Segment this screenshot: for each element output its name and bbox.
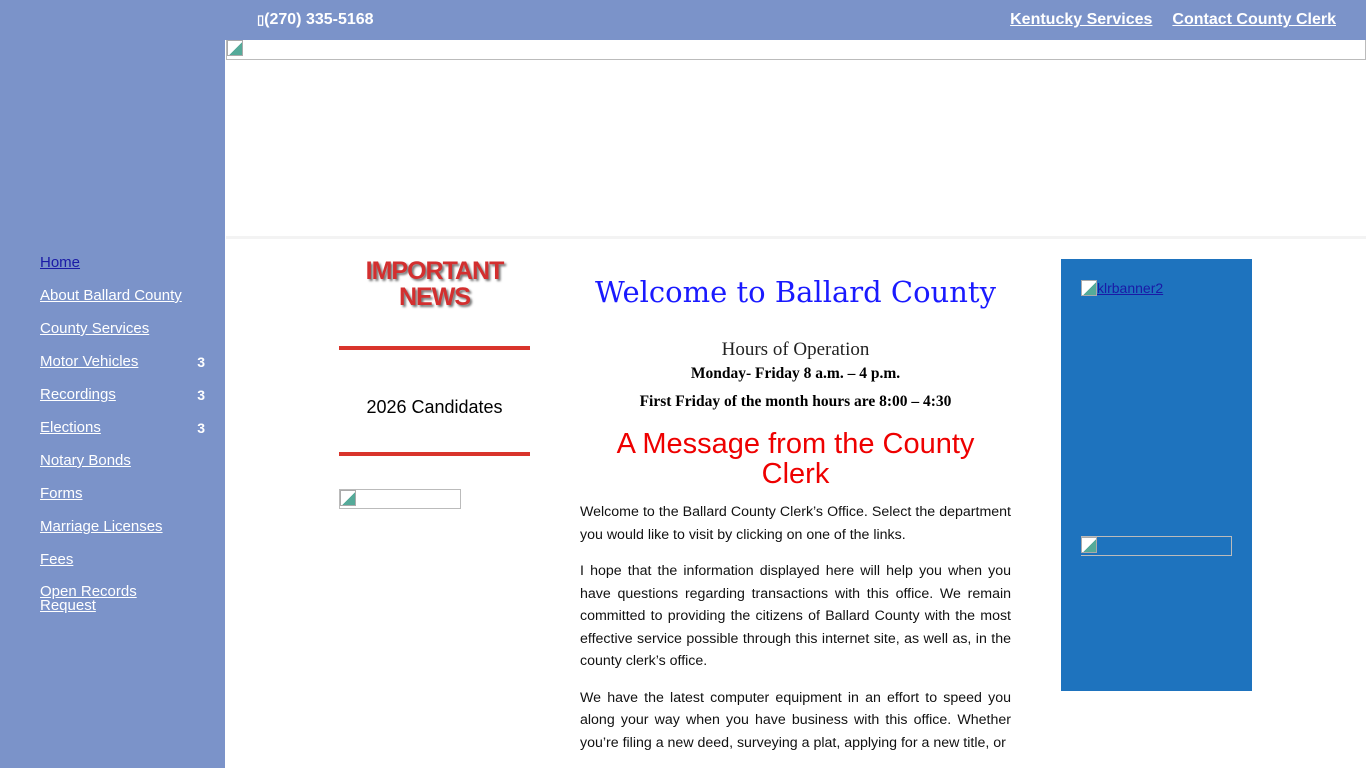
right-image [1081,536,1232,556]
phone-icon: ▯ [257,12,265,27]
sidebar-item [40,354,210,387]
contact-county-clerk-link[interactable]: Contact County Clerk [1172,11,1336,28]
paragraph: We have the latest computer equipment in an effort to speed you along your way when you have business with this office. Whether you’re filing a new deed, surveying a plat, applying for a new title, or [580,689,1011,751]
right-sidebar-box [1061,259,1252,691]
sidebar-item [40,387,210,420]
page-title: Welcome to Ballard County [595,275,996,309]
sidebar-link[interactable]: About Ballard County [40,287,182,304]
sidebar-item [40,453,210,486]
broken-image-icon [1081,280,1097,296]
hours-first-friday: First Friday of the month hours are 8:00 – 4:30 [639,393,952,410]
hours-weekday: Monday- Friday 8 a.m. – 4 p.m. [690,365,901,382]
header-banner-image [226,40,1366,60]
hours-heading: Hours of Operation [721,339,870,360]
sidebar-nav [40,255,210,618]
divider [339,452,530,456]
divider [339,346,530,350]
sidebar-item [40,288,210,321]
broken-image-icon [1081,537,1097,553]
paragraph: Welcome to the Ballard County Clerk’s Office. Select the department you would like to visit by clicking on one of the links. [580,504,1011,543]
sidebar-item [40,486,210,519]
submenu-count-badge: 3 [197,354,205,370]
sidebar-link[interactable]: Forms [40,485,83,502]
sidebar-link[interactable]: Recordings [40,386,116,403]
paragraph: I hope that the information displayed here will help you when you have questions regarding transactions with this office. We remain committed to providing the citizens of Ballard County with the most effective service possible through this internet site, as well as, in the county clerk’s office. [580,563,1011,669]
message-heading: A Message from the County Clerk [616,428,975,490]
important-news-heading: IMPORTANT NEWS [365,257,504,311]
submenu-count-badge: 3 [197,420,205,436]
broken-image-icon [227,40,243,56]
kentucky-services-link[interactable]: Kentucky Services [1010,11,1153,28]
divider [226,236,1366,239]
sidebar-link[interactable]: County Services [40,320,150,337]
important-news [339,258,530,456]
sidebar-link[interactable]: Elections [40,419,101,436]
sidebar-item [40,255,210,288]
phone-number: ▯(270) 335-5168 [257,11,374,28]
sidebar-item [40,552,210,585]
broken-image-icon [340,490,356,506]
sidebar-item [40,420,210,453]
sidebar-link[interactable]: Home [40,254,81,271]
klrbanner2-link[interactable]: klrbanner2 [1081,280,1163,296]
top-bar [225,0,1366,40]
submenu-count-badge: 3 [197,387,205,403]
sidebar-item [40,585,210,618]
sidebar-link[interactable]: Notary Bonds [40,452,131,469]
sidebar-link[interactable]: Motor Vehicles [40,353,139,370]
sidebar-link[interactable]: Marriage Licenses [40,518,163,535]
sidebar-item [40,321,210,354]
news-image [339,489,461,509]
candidates-link[interactable]: 2026 Candidates [366,397,503,417]
sidebar-item [40,519,210,552]
sidebar-link[interactable]: Fees [40,551,74,568]
sidebar [0,0,225,768]
sidebar-link[interactable]: Open Records Request [40,583,137,614]
main-content [580,275,1011,754]
